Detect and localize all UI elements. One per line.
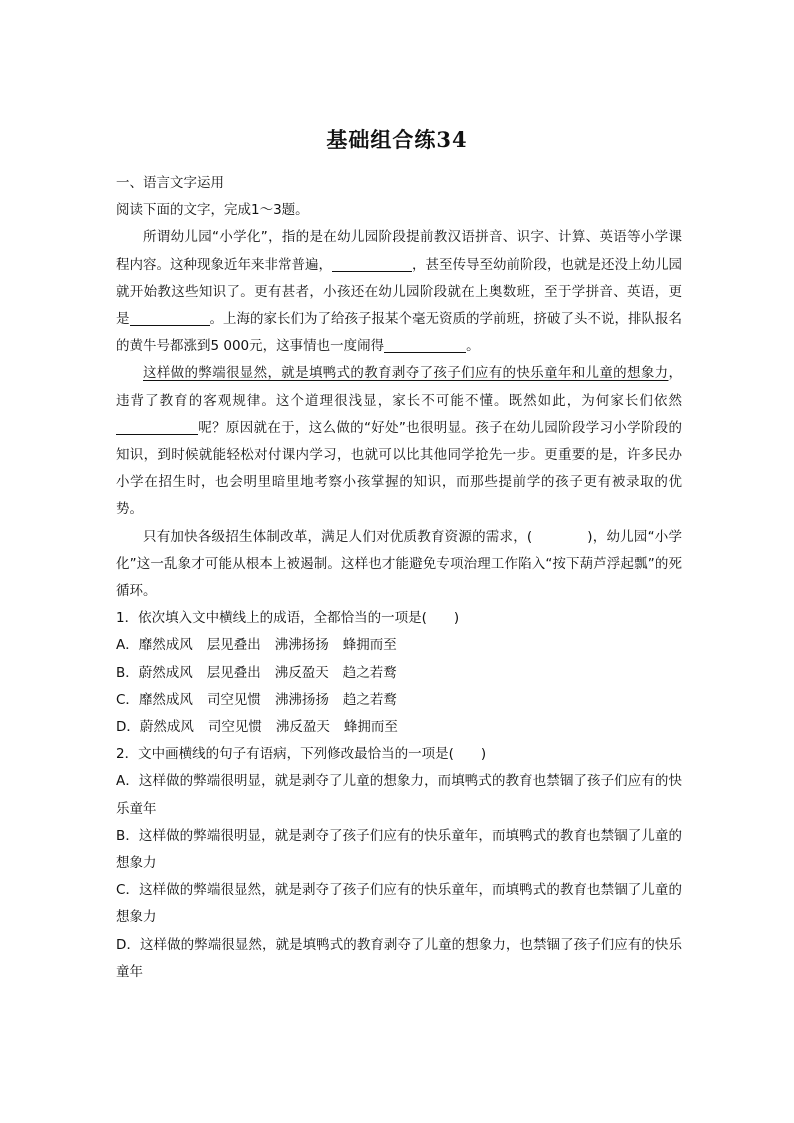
option-idiom: 沸沸扬扬	[274, 637, 329, 654]
question-1-options	[116, 632, 682, 741]
option-idiom: 蔚然成风	[139, 719, 194, 736]
para1-text-d: 。	[466, 338, 480, 355]
option-idiom: 靡然成风	[138, 637, 193, 654]
option-idiom: 蔚然成风	[138, 664, 193, 681]
question-2-option-c: C．这样做的弊端很显然，就是剥夺了孩子们应有的快乐童年，而填鸭式的教育也禁锢了儿童的想象力	[116, 882, 682, 926]
option-idiom: 沸沸扬扬	[274, 691, 329, 708]
question-1-option-d	[116, 714, 682, 741]
section-heading: 一、语言文字运用	[116, 175, 224, 191]
option-idiom: 沸反盈天	[274, 664, 329, 681]
option-label: A．	[116, 637, 139, 654]
option-idiom: 趋之若鹜	[342, 691, 397, 708]
para1-text-b: ，甚至传导至幼前阶段，也就是还没上幼儿园就开始教这些知识了。更有甚者，小孩还在幼儿园阶段就在上奥数班，至于学拼音、英语，更是	[116, 256, 682, 328]
fill-blank-1	[332, 256, 412, 272]
option-idiom: 靡然成风	[138, 691, 193, 708]
instruction-text: 阅读下面的文字，完成1～3题。	[116, 202, 309, 219]
option-label: B．	[116, 664, 139, 681]
para1-text-c: 。上海的家长们为了给孩子报某个毫无资质的学前班，挤破了头不说，排队报名的黄牛号都涨到5 000元，这事情也一度闹得	[116, 311, 682, 355]
document-body	[116, 170, 682, 986]
page-title: 基础组合练34	[326, 127, 468, 152]
option-idiom: 层见叠出	[206, 664, 261, 681]
option-idiom: 趋之若鹜	[342, 664, 397, 681]
option-label: D．	[116, 719, 140, 736]
fill-blank-3	[384, 337, 466, 353]
question-1-option-c	[116, 687, 682, 714]
fill-blank-2	[130, 310, 210, 326]
question-2-option-d: D．这样做的弊端很显然，就是填鸭式的教育剥夺了儿童的想象力，也禁锢了孩子们应有的快乐童年	[116, 936, 682, 980]
para2-text-b: 呢？原因就在于，这么做的“好处”也很明显。孩子在幼儿园阶段学习小学阶段的知识，到时候就能轻松对付课内学习，也就可以比其他同学抢先一步。更重要的是，许多民办小学在招生时，也会明里暗里地考察小孩掌握的知识，而那些提前学的孩子更有被录取的优势。	[116, 419, 682, 518]
passage-paragraph-1	[116, 224, 682, 360]
option-idiom: 司空见惯	[206, 691, 261, 708]
question-1-option-a	[116, 632, 682, 659]
option-idiom: 蜂拥而至	[342, 637, 397, 654]
option-idiom: 沸反盈天	[275, 719, 330, 736]
option-idiom: 层见叠出	[206, 637, 261, 654]
option-idiom: 司空见惯	[207, 719, 262, 736]
para2-text-a: ，违背了教育的客观规律。这个道理很浅显，家长不可能不懂。既然如此，为何家长们依然	[116, 365, 682, 409]
question-1-option-b	[116, 660, 682, 687]
passage-paragraph-2	[116, 360, 682, 523]
question-2-stem: 2．文中画横线的句子有语病，下列修改最恰当的一项是( )	[116, 746, 487, 763]
option-label: C．	[116, 691, 139, 708]
option-idiom: 蜂拥而至	[343, 719, 398, 736]
para1-text-a: 所谓幼儿园“小学化”，指的是在幼儿园阶段提前教汉语拼音、识字、计算、英语等小学课程内容。这种现象近年来非常普遍，	[116, 229, 682, 273]
question-2-option-b: B．这样做的弊端很明显，就是剥夺了孩子们应有的快乐童年，而填鸭式的教育也禁锢了儿童的想象力	[116, 827, 682, 872]
passage-paragraph-3: 只有加快各级招生体制改革，满足人们对优质教育资源的需求，( )，幼儿园“小学化”这一乱象才可能从根本上被遏制。这样也才能避免专项治理工作陷入“按下葫芦浮起瓢”的死循环。	[116, 528, 682, 600]
question-1-stem: 1．依次填入文中横线上的成语，全都恰当的一项是( )	[116, 610, 460, 627]
underlined-sentence: 这样做的弊端很显然，就是填鸭式的教育剥夺了孩子们应有的快乐童年和儿童的想象力	[143, 365, 669, 382]
question-2-option-a: A．这样做的弊端很明显，就是剥夺了儿童的想象力，而填鸭式的教育也禁锢了孩子们应有的快乐童年	[116, 773, 682, 817]
fill-blank-4	[116, 419, 198, 435]
